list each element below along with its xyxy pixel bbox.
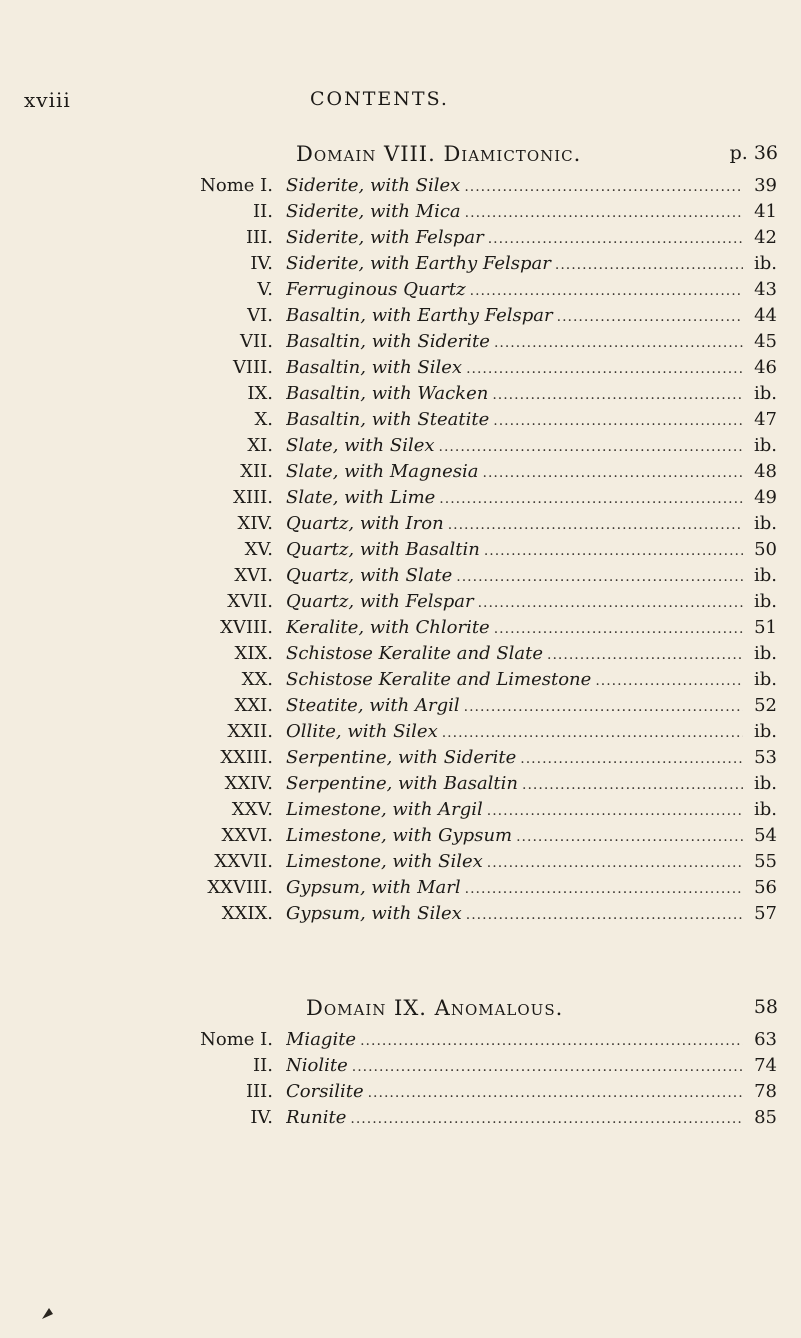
entry-name: Schistose Keralite and Slate bbox=[286, 643, 544, 664]
entry-page: ib. bbox=[753, 435, 777, 456]
contents-row bbox=[0, 331, 801, 357]
section-title: Domain VIII. Diamictonic. bbox=[296, 142, 582, 166]
contents-row bbox=[0, 357, 801, 383]
entry-line bbox=[286, 799, 743, 820]
entry-page: ib. bbox=[753, 721, 777, 742]
entry-name: Serpentine, with Basaltin bbox=[286, 773, 519, 794]
contents-row bbox=[0, 747, 801, 773]
ink-mark-icon bbox=[40, 1305, 56, 1321]
dot-leader bbox=[483, 465, 743, 481]
entry-line bbox=[286, 305, 743, 326]
nome-number: V. bbox=[257, 279, 273, 300]
entry-page: ib. bbox=[753, 513, 777, 534]
entry-line bbox=[286, 695, 743, 716]
dot-leader bbox=[360, 1033, 743, 1049]
entry-page: 53 bbox=[754, 747, 777, 768]
contents-row bbox=[0, 461, 801, 487]
contents-list bbox=[0, 1029, 801, 1133]
dot-leader bbox=[555, 257, 743, 273]
entry-line bbox=[286, 383, 743, 404]
entry-page: ib. bbox=[753, 799, 777, 820]
entry-name: Basaltin, with Wacken bbox=[286, 383, 489, 404]
dot-leader bbox=[488, 231, 743, 247]
page-folio: xviii bbox=[24, 88, 71, 112]
entry-name: Gypsum, with Silex bbox=[286, 903, 462, 924]
entry-name: Limestone, with Gypsum bbox=[286, 825, 513, 846]
dot-leader bbox=[352, 1059, 743, 1075]
entry-page: 74 bbox=[754, 1055, 777, 1076]
dot-leader bbox=[522, 777, 743, 793]
dot-leader bbox=[464, 699, 743, 715]
contents-row bbox=[0, 305, 801, 331]
section-heading bbox=[0, 142, 801, 172]
entry-name: Siderite, with Silex bbox=[286, 175, 461, 196]
entry-name: Quartz, with Basaltin bbox=[286, 539, 480, 560]
entry-name: Basaltin, with Silex bbox=[286, 357, 463, 378]
dot-leader bbox=[464, 179, 743, 195]
entry-page: 43 bbox=[754, 279, 777, 300]
nome-number: XIX. bbox=[234, 643, 273, 664]
dot-leader bbox=[466, 907, 743, 923]
entry-line bbox=[286, 877, 743, 898]
contents-row bbox=[0, 565, 801, 591]
nome-number: XXVI. bbox=[221, 825, 273, 846]
contents-row bbox=[0, 591, 801, 617]
nome-number: XXIII. bbox=[220, 747, 273, 768]
dot-leader bbox=[478, 595, 743, 611]
nome-number: III. bbox=[245, 1081, 273, 1102]
entry-page: 52 bbox=[754, 695, 777, 716]
entry-page: 78 bbox=[754, 1081, 777, 1102]
entry-name: Steatite, with Argil bbox=[286, 695, 460, 716]
nome-number: XII. bbox=[240, 461, 273, 482]
contents-row bbox=[0, 877, 801, 903]
dot-leader bbox=[557, 309, 743, 325]
entry-name: Limestone, with Argil bbox=[286, 799, 483, 820]
entry-line bbox=[286, 253, 743, 274]
contents-row bbox=[0, 1081, 801, 1107]
entry-name: Corsilite bbox=[286, 1081, 364, 1102]
entry-line bbox=[286, 487, 743, 508]
entry-line bbox=[286, 643, 743, 664]
contents-row bbox=[0, 721, 801, 747]
entry-line bbox=[286, 1107, 743, 1128]
nome-number: XIV. bbox=[237, 513, 273, 534]
contents-row bbox=[0, 903, 801, 929]
nome-number: XXV. bbox=[231, 799, 273, 820]
dot-leader bbox=[465, 205, 743, 221]
entry-name: Gypsum, with Marl bbox=[286, 877, 461, 898]
entry-name: Schistose Keralite and Limestone bbox=[286, 669, 592, 690]
entry-page: ib. bbox=[753, 565, 777, 586]
entry-name: Siderite, with Earthy Felspar bbox=[286, 253, 551, 274]
entry-name: Limestone, with Silex bbox=[286, 851, 483, 872]
entry-page: 48 bbox=[754, 461, 777, 482]
entry-name: Niolite bbox=[286, 1055, 348, 1076]
entry-name: Slate, with Lime bbox=[286, 487, 436, 508]
entry-name: Quartz, with Felspar bbox=[286, 591, 474, 612]
contents-row bbox=[0, 799, 801, 825]
nome-number: XX. bbox=[241, 669, 273, 690]
nome-number: Nome I. bbox=[200, 1029, 273, 1050]
running-head: CONTENTS. bbox=[310, 88, 449, 110]
contents-row bbox=[0, 487, 801, 513]
contents-row bbox=[0, 227, 801, 253]
entry-page: 55 bbox=[754, 851, 777, 872]
contents-row bbox=[0, 825, 801, 851]
section-heading bbox=[0, 996, 801, 1026]
entry-page: 47 bbox=[754, 409, 777, 430]
entry-name: Quartz, with Iron bbox=[286, 513, 444, 534]
section-page: 58 bbox=[753, 996, 778, 1018]
nome-number: IV. bbox=[250, 253, 273, 274]
nome-number: XV. bbox=[244, 539, 273, 560]
entry-page: 85 bbox=[754, 1107, 777, 1128]
dot-leader bbox=[520, 751, 743, 767]
dot-leader bbox=[456, 569, 743, 585]
section-page: p. 36 bbox=[729, 142, 778, 164]
dot-leader bbox=[493, 413, 743, 429]
dot-leader bbox=[595, 673, 743, 689]
entry-page: 57 bbox=[754, 903, 777, 924]
dot-leader bbox=[448, 517, 743, 533]
entry-page: 49 bbox=[754, 487, 777, 508]
nome-number: IV. bbox=[250, 1107, 273, 1128]
nome-number: XIII. bbox=[233, 487, 273, 508]
nome-number: XI. bbox=[247, 435, 273, 456]
entry-line bbox=[286, 591, 743, 612]
nome-number: X. bbox=[254, 409, 273, 430]
entry-name: Runite bbox=[286, 1107, 347, 1128]
contents-row bbox=[0, 175, 801, 201]
dot-leader bbox=[350, 1111, 743, 1127]
dot-leader bbox=[484, 543, 743, 559]
dot-leader bbox=[439, 491, 743, 507]
entry-name: Slate, with Silex bbox=[286, 435, 435, 456]
entry-line bbox=[286, 721, 743, 742]
entry-line bbox=[286, 175, 743, 196]
nome-number: XXI. bbox=[234, 695, 273, 716]
contents-row bbox=[0, 435, 801, 461]
nome-number: IX. bbox=[247, 383, 273, 404]
entry-page: 45 bbox=[754, 331, 777, 352]
entry-name: Ferruginous Quartz bbox=[286, 279, 466, 300]
entry-page: 56 bbox=[754, 877, 777, 898]
entry-name: Basaltin, with Steatite bbox=[286, 409, 490, 430]
entry-line bbox=[286, 435, 743, 456]
entry-line bbox=[286, 279, 743, 300]
contents-row bbox=[0, 253, 801, 279]
contents-row bbox=[0, 409, 801, 435]
dot-leader bbox=[466, 361, 743, 377]
entry-page: ib. bbox=[753, 643, 777, 664]
contents-row bbox=[0, 383, 801, 409]
dot-leader bbox=[439, 439, 743, 455]
entry-line bbox=[286, 565, 743, 586]
entry-line bbox=[286, 409, 743, 430]
entry-page: 39 bbox=[754, 175, 777, 196]
entry-page: ib. bbox=[753, 773, 777, 794]
contents-row bbox=[0, 851, 801, 877]
entry-page: ib. bbox=[753, 253, 777, 274]
nome-number: III. bbox=[245, 227, 273, 248]
entry-line bbox=[286, 201, 743, 222]
nome-number: VII. bbox=[240, 331, 273, 352]
entry-name: Ollite, with Silex bbox=[286, 721, 438, 742]
contents-row bbox=[0, 1029, 801, 1055]
dot-leader bbox=[465, 881, 743, 897]
contents-row bbox=[0, 695, 801, 721]
nome-number: XXIX. bbox=[221, 903, 273, 924]
entry-page: 54 bbox=[754, 825, 777, 846]
dot-leader bbox=[487, 855, 743, 871]
contents-row bbox=[0, 1107, 801, 1133]
dot-leader bbox=[470, 283, 743, 299]
entry-page: 46 bbox=[754, 357, 777, 378]
nome-number: XXIV. bbox=[224, 773, 273, 794]
nome-number: VI. bbox=[247, 305, 273, 326]
entry-line bbox=[286, 773, 743, 794]
nome-number: XVI. bbox=[234, 565, 273, 586]
contents-row bbox=[0, 513, 801, 539]
contents-row bbox=[0, 617, 801, 643]
section-title: Domain IX. Anomalous. bbox=[306, 996, 564, 1020]
contents-row bbox=[0, 1055, 801, 1081]
entry-page: ib. bbox=[753, 383, 777, 404]
entry-line bbox=[286, 227, 743, 248]
nome-number: XXII. bbox=[227, 721, 273, 742]
entry-line bbox=[286, 357, 743, 378]
entry-page: 41 bbox=[754, 201, 777, 222]
contents-row bbox=[0, 279, 801, 305]
entry-line bbox=[286, 617, 743, 638]
contents-list bbox=[0, 175, 801, 929]
entry-name: Slate, with Magnesia bbox=[286, 461, 479, 482]
dot-leader bbox=[368, 1085, 743, 1101]
entry-name: Siderite, with Mica bbox=[286, 201, 461, 222]
entry-page: 51 bbox=[754, 617, 777, 638]
nome-number: Nome I. bbox=[200, 175, 273, 196]
entry-line bbox=[286, 513, 743, 534]
dot-leader bbox=[487, 803, 743, 819]
contents-row bbox=[0, 201, 801, 227]
entry-page: 50 bbox=[754, 539, 777, 560]
entry-name: Basaltin, with Siderite bbox=[286, 331, 490, 352]
entry-page: 44 bbox=[754, 305, 777, 326]
dot-leader bbox=[442, 725, 743, 741]
entry-name: Quartz, with Slate bbox=[286, 565, 453, 586]
entry-name: Basaltin, with Earthy Felspar bbox=[286, 305, 553, 326]
dot-leader bbox=[516, 829, 743, 845]
contents-row bbox=[0, 539, 801, 565]
nome-number: XVIII. bbox=[220, 617, 273, 638]
entry-line bbox=[286, 1055, 743, 1076]
dot-leader bbox=[494, 335, 743, 351]
entry-line bbox=[286, 903, 743, 924]
nome-number: XXVII. bbox=[214, 851, 273, 872]
nome-number: II. bbox=[253, 1055, 273, 1076]
contents-row bbox=[0, 669, 801, 695]
entry-line bbox=[286, 669, 743, 690]
dot-leader bbox=[494, 621, 743, 637]
nome-number: XVII. bbox=[227, 591, 273, 612]
entry-name: Siderite, with Felspar bbox=[286, 227, 484, 248]
entry-line bbox=[286, 747, 743, 768]
contents-row bbox=[0, 643, 801, 669]
entry-page: 63 bbox=[754, 1029, 777, 1050]
nome-number: II. bbox=[253, 201, 273, 222]
entry-page: ib. bbox=[753, 591, 777, 612]
nome-number: VIII. bbox=[232, 357, 273, 378]
entry-line bbox=[286, 539, 743, 560]
entry-name: Serpentine, with Siderite bbox=[286, 747, 517, 768]
entry-page: 42 bbox=[754, 227, 777, 248]
nome-number: XXVIII. bbox=[207, 877, 273, 898]
dot-leader bbox=[547, 647, 743, 663]
entry-name: Keralite, with Chlorite bbox=[286, 617, 490, 638]
dot-leader bbox=[492, 387, 743, 403]
entry-line bbox=[286, 1029, 743, 1050]
entry-line bbox=[286, 461, 743, 482]
entry-name: Miagite bbox=[286, 1029, 357, 1050]
entry-line bbox=[286, 331, 743, 352]
contents-row bbox=[0, 773, 801, 799]
entry-page: ib. bbox=[753, 669, 777, 690]
entry-line bbox=[286, 825, 743, 846]
entry-line bbox=[286, 1081, 743, 1102]
entry-line bbox=[286, 851, 743, 872]
